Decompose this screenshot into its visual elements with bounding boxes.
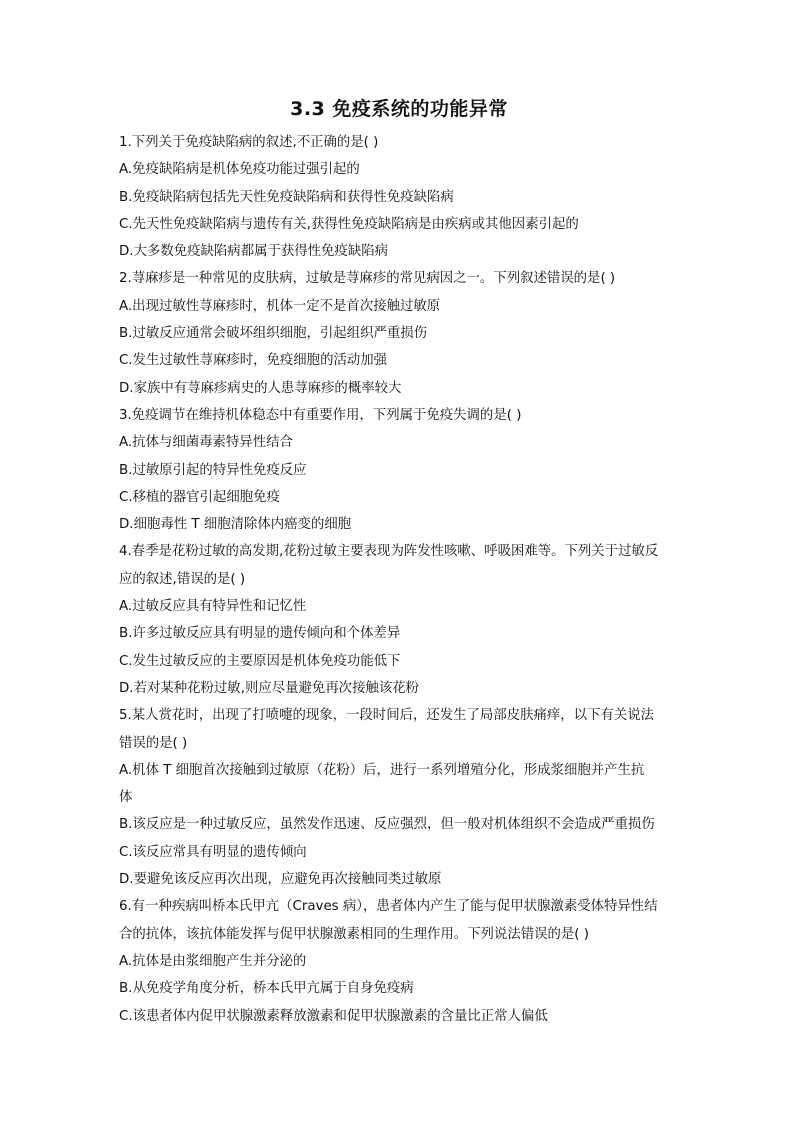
question-6-option-a: A.抗体是由浆细胞产生并分泌的 bbox=[119, 953, 307, 969]
question-3-option-a: A.抗体与细菌毒素特异性结合 bbox=[119, 435, 293, 451]
question-5-stem-line-2: 错误的是( ) bbox=[119, 735, 188, 751]
question-2-option-b: B.过敏反应通常会破坏组织细胞，引起组织严重损伤 bbox=[119, 326, 428, 342]
question-4-stem-line-1: 4.春季是花粉过敏的高发期,花粉过敏主要表现为阵发性咳嗽、呼吸困难等。下列关于过敏反 bbox=[119, 544, 659, 560]
question-2-option-c: C.发生过敏性荨麻疹时，免疫细胞的活动加强 bbox=[119, 353, 388, 369]
question-4-option-b: B.许多过敏反应具有明显的遗传倾向和个体差异 bbox=[119, 626, 401, 642]
question-4-stem-line-2: 应的叙述,错误的是( ) bbox=[119, 571, 246, 587]
question-5 bbox=[119, 702, 679, 893]
question-6-stem-line-1: 6.有一种疾病叫桥本氏甲亢（Craves 病），患者体内产生了能与促甲状腺激素受体特异性结 bbox=[119, 899, 658, 915]
question-2-option-d: D.家族中有荨麻疹病史的人患荨麻疹的概率较大 bbox=[119, 380, 402, 396]
question-6 bbox=[119, 893, 679, 1029]
question-4-option-c: C.发生过敏反应的主要原因是机体免疫功能低下 bbox=[119, 653, 401, 669]
question-3-option-b: B.过敏原引起的特异性免疫反应 bbox=[119, 462, 307, 478]
question-1 bbox=[119, 129, 679, 265]
question-1-option-b: B.免疫缺陷病包括先天性免疫缺陷病和获得性免疫缺陷病 bbox=[119, 189, 454, 205]
question-2-option-a: A.出现过敏性荨麻疹时，机体一定不是首次接触过敏原 bbox=[119, 298, 441, 314]
document-title: 3.3 免疫系统的功能异常 bbox=[290, 98, 508, 120]
question-2 bbox=[119, 265, 679, 401]
question-5-stem-line-1: 5.某人赏花时，出现了打喷嚏的现象，一段时间后，还发生了局部皮肤痛痒，以下有关说法 bbox=[119, 708, 655, 724]
question-5-option-b: B.该反应是一种过敏反应，虽然发作迅速、反应强烈，但一般对机体组织不会造成严重损伤 bbox=[119, 817, 655, 833]
question-1-stem: 1.下列关于免疫缺陷病的叙述,不正确的是( ) bbox=[119, 135, 379, 150]
question-3-option-c: C.移植的器官引起细胞免疫 bbox=[119, 489, 280, 505]
question-6-option-c: C.该患者体内促甲状腺激素释放激素和促甲状腺激素的含量比正常人偏低 bbox=[119, 1008, 548, 1024]
question-5-option-c: C.该反应常具有明显的遗传倾向 bbox=[119, 844, 307, 860]
question-5-option-d: D.要避免该反应再次出现，应避免再次接触同类过敏原 bbox=[119, 872, 442, 888]
question-1-option-c: C.先天性免疫缺陷病与遗传有关,获得性免疫缺陷病是由疾病或其他因素引起的 bbox=[119, 216, 579, 232]
document-page bbox=[119, 95, 679, 1030]
question-6-stem-line-2: 合的抗体，该抗体能发挥与促甲状腺激素相同的生理作用。下列说法错误的是( ) bbox=[119, 926, 589, 942]
question-4 bbox=[119, 538, 679, 702]
question-4-option-a: A.过敏反应具有特异性和记忆性 bbox=[119, 599, 307, 615]
question-3 bbox=[119, 402, 679, 538]
question-1-option-a: A.免疫缺陷病是机体免疫功能过强引起的 bbox=[119, 162, 360, 178]
question-5-option-a-line-1: A.机体 T 细胞首次接触到过敏原（花粉）后，进行一系列增殖分化，形成浆细胞并产生抗 bbox=[119, 762, 645, 778]
question-5-option-a-line-2: 体 bbox=[119, 790, 133, 806]
question-2-stem: 2.荨麻疹是一种常见的皮肤病，过敏是荨麻疹的常见病因之一。下列叙述错误的是( ) bbox=[119, 271, 616, 287]
question-4-option-d: D.若对某种花粉过敏,则应尽量避免再次接触该花粉 bbox=[119, 680, 420, 696]
question-3-stem: 3.免疫调节在维持机体稳态中有重要作用，下列属于免疫失调的是( ) bbox=[119, 407, 522, 423]
question-3-option-d: D.细胞毒性 T 细胞清除体内癌变的细胞 bbox=[119, 517, 352, 533]
question-6-option-b: B.从免疫学角度分析，桥本氏甲亢属于自身免疫病 bbox=[119, 981, 414, 997]
question-1-option-d: D.大多数免疫缺陷病都属于获得性免疫缺陷病 bbox=[119, 244, 388, 260]
